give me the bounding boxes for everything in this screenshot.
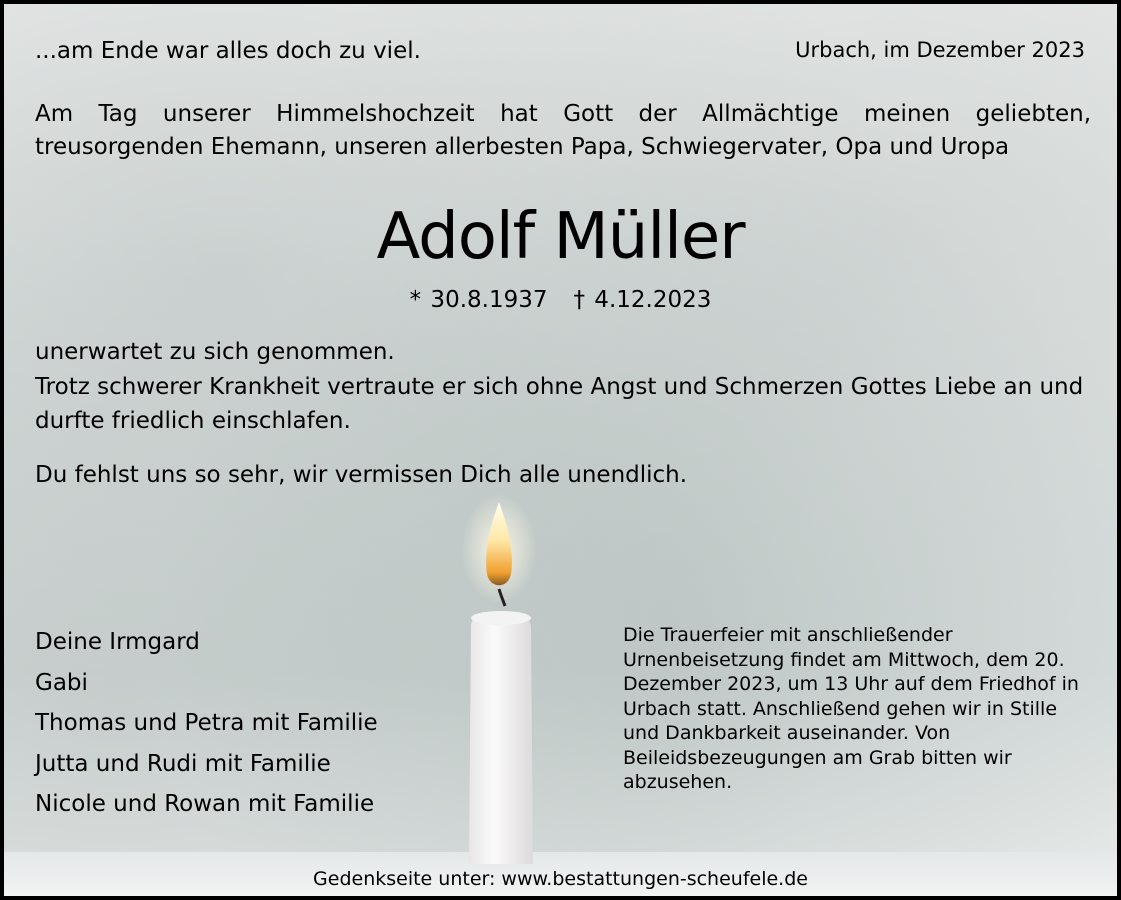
body-line-missed: Du fehlst uns so sehr, wir vermissen Dich alle unendlich. bbox=[35, 462, 688, 488]
mourners-list bbox=[35, 622, 378, 825]
motto: ...am Ende war alles doch zu viel. bbox=[35, 38, 421, 64]
death-date: † 4.12.2023 bbox=[573, 287, 712, 313]
mourner-item: Jutta und Rudi mit Familie bbox=[35, 750, 331, 777]
mourner-item: Deine Irmgard bbox=[35, 629, 200, 655]
body-line-illness: Trotz schwerer Krankheit vertraute er sich ohne Angst und Schmerzen Gottes Liebe an und durfte friedlich einschlafen. bbox=[35, 374, 1084, 434]
mourner-item: Nicole und Rowan mit Familie bbox=[35, 791, 375, 817]
birth-date: * 30.8.1937 bbox=[409, 287, 548, 313]
service-info: Die Trauerfeier mit anschließender Urnenbeisetzung findet am Mittwoch, dem 20. Dezember 2023, um 13 Uhr auf dem Friedhof in Urbach statt. Anschließend gehen wir in Stille und Dankbarkeit auseinander. Von Beileidsbezeugungen am Grab bitten wir abzusehen. bbox=[623, 624, 1079, 793]
candle-image bbox=[459, 494, 549, 864]
body-line-taken: unerwartet zu sich genommen. bbox=[35, 339, 395, 365]
mourner-item: Thomas und Petra mit Familie bbox=[35, 710, 378, 736]
deceased-name: Adolf Müller bbox=[376, 200, 745, 274]
life-dates bbox=[4, 287, 1117, 313]
intro-text: Am Tag unserer Himmelshochzeit hat Gott der Allmächtige meinen geliebten, treusorgenden Ehemann, unseren allerbesten Papa, Schwiegervater, Opa und Uropa bbox=[35, 101, 1091, 160]
memorial-page-link[interactable]: Gedenkseite unter: www.bestattungen-scheufele.de bbox=[313, 868, 808, 890]
place-date: Urbach, im Dezember 2023 bbox=[795, 38, 1085, 62]
candle-icon bbox=[459, 494, 549, 864]
mourner-item: Gabi bbox=[35, 669, 88, 696]
